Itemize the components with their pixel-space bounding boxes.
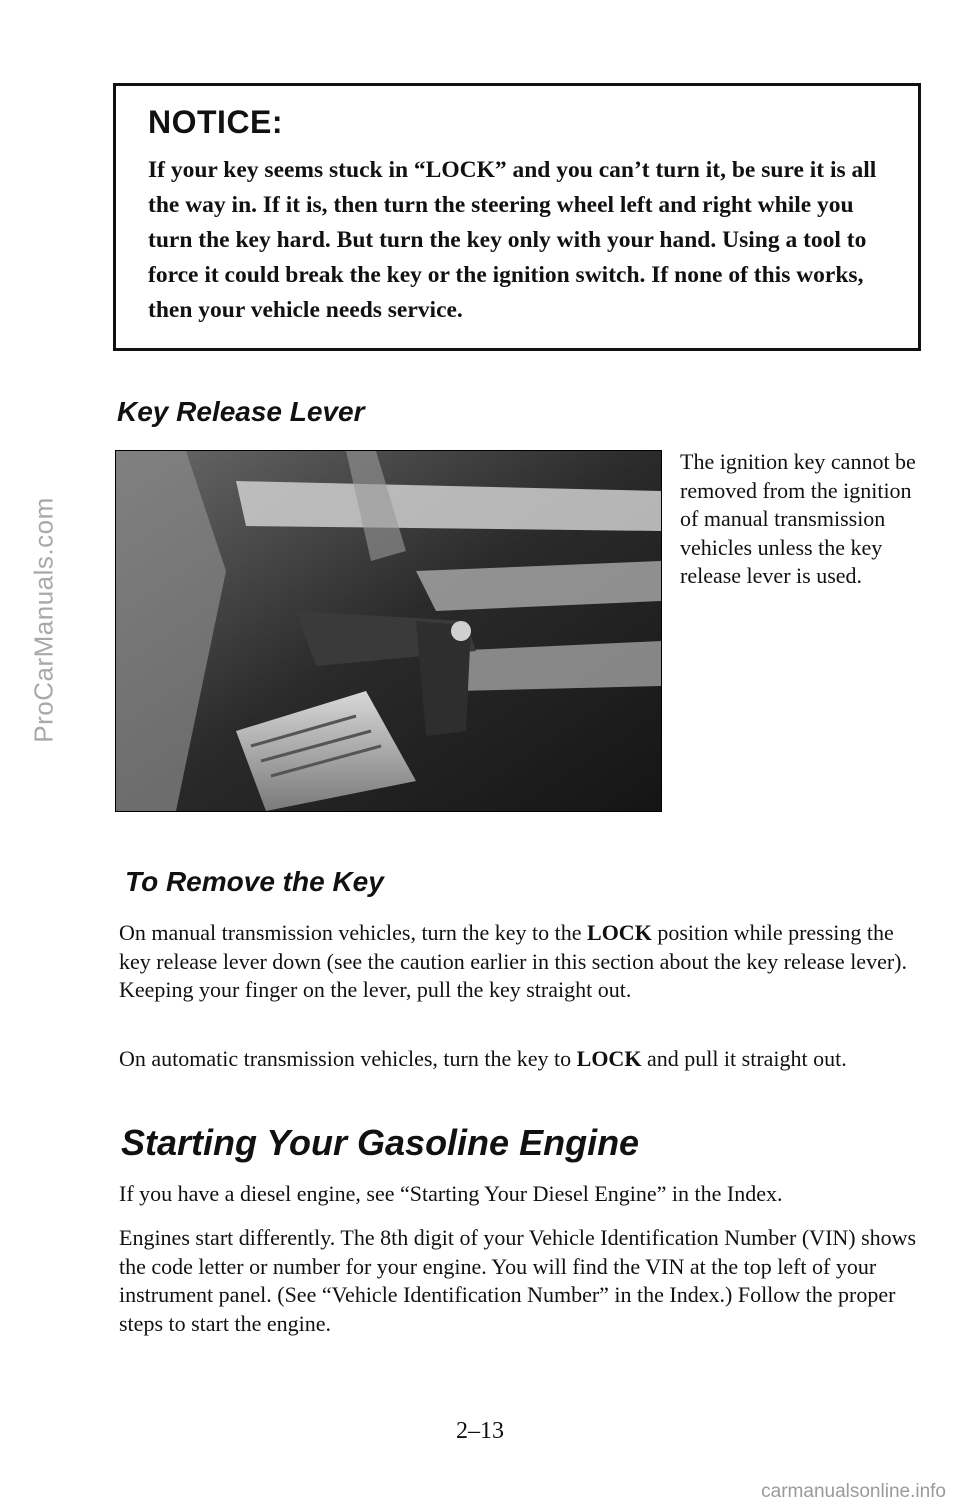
- starting-paragraph-1: If you have a diesel engine, see “Starting Your Diesel Engine” in the Index.: [119, 1181, 783, 1206]
- page-number: 2–13: [456, 1418, 504, 1444]
- remove-key-p1-text-a: On manual transmission vehicles, turn the key to the: [119, 920, 588, 945]
- side-watermark-text: ProCarManuals.com: [28, 497, 59, 743]
- remove-key-paragraph-2: [119, 1045, 919, 1074]
- notice-title: NOTICE:: [148, 104, 284, 140]
- remove-key-p2-text-a: On automatic transmission vehicles, turn the key to: [119, 1046, 577, 1071]
- remove-key-p2-text-b: and pull it straight out.: [641, 1046, 847, 1071]
- remove-key-p1-lock: LOCK: [587, 920, 652, 945]
- remove-key-p2-lock: LOCK: [576, 1046, 642, 1071]
- starting-paragraph-2: Engines start differently. The 8th digit of your Vehicle Identification Number (VIN) shows the code letter or number for your engine. You will find the VIN at the top left of your instrument panel. (See “Vehicle Identification Number” in the Index.) Follow the proper steps to start the engine.: [119, 1225, 917, 1336]
- notice-box: [113, 83, 921, 351]
- key-release-description: The ignition key cannot be removed from the ignition of manual transmission vehicles unless the key release lever is used.: [680, 449, 916, 588]
- starting-engine-heading: Starting Your Gasoline Engine: [121, 1122, 640, 1163]
- footer-watermark: carmanualsonline.info: [761, 1481, 946, 1502]
- remove-key-heading: To Remove the Key: [125, 866, 384, 897]
- key-release-lever-photo: [115, 450, 662, 812]
- side-watermark: [14, 360, 74, 880]
- remove-key-paragraph-1: [119, 919, 919, 1005]
- notice-text: If your key seems stuck in “LOCK” and you can’t turn it, be sure it is all the way in. If it is, then turn the steering wheel left and right while you turn the key hard. But turn the key only with your hand. Using a tool to force it could break the key or the ignition switch. If none of this works, then your vehicle needs service.: [148, 157, 877, 323]
- remove-key-p1-text-b: position while pressing the key release lever down (see the caution earlier in this section about the key release lever). Keeping your finger on the lever, pull the key straight out.: [119, 920, 907, 1002]
- photo-illustration: [116, 451, 661, 811]
- key-release-heading: Key Release Lever: [117, 396, 365, 427]
